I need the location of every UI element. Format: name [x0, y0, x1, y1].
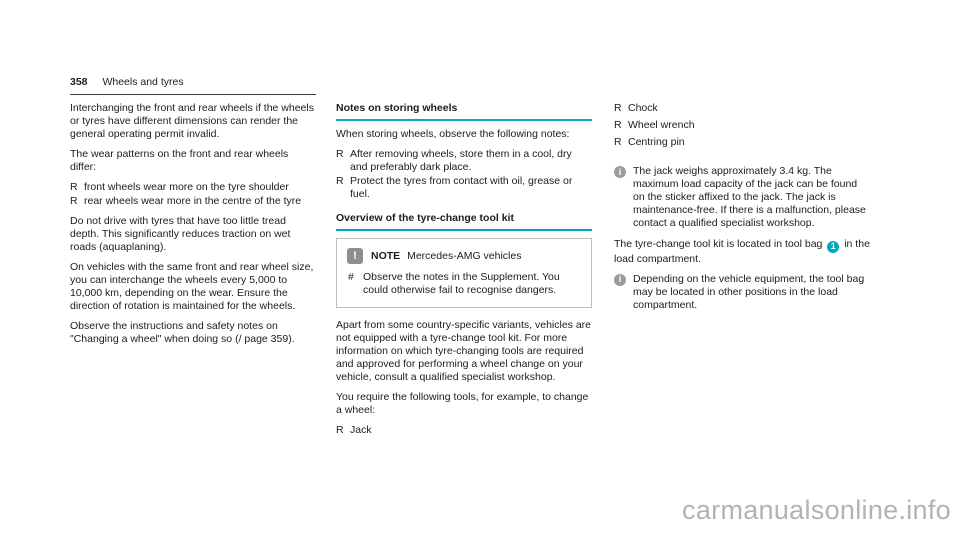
list-item-text: front wheels wear more on the tyre shoulder	[84, 181, 289, 193]
list-item	[336, 424, 592, 437]
section-heading-storing-wheels: Notes on storing wheels	[336, 102, 592, 121]
list-item-text: rear wheels wear more in the centre of the tyre	[84, 195, 302, 207]
note-subject: Mercedes-AMG vehicles	[407, 249, 522, 262]
list-item	[336, 175, 592, 201]
column-left	[70, 102, 316, 353]
tool-bag-text-after: in the load compartment.	[614, 238, 870, 265]
storing-bullet-list	[336, 148, 592, 201]
info-text: Depending on the vehicle equipment, the tool bag may be located in other positions in the load compartment.	[633, 272, 865, 311]
list-item	[336, 148, 592, 174]
wear-bullet-list	[70, 181, 316, 208]
bullet-icon: R	[336, 175, 344, 187]
paragraph-page-reference: Observe the instructions and safety notes on "Changing a wheel" when doing so (/ page 359).	[70, 320, 295, 345]
info-note-tool-bag-position	[614, 273, 870, 312]
tools-bullet-list	[336, 424, 592, 437]
list-item-text: Wheel wrench	[628, 119, 695, 131]
paragraph-tools-required-intro: You require the following tools, for example, to change a wheel:	[336, 391, 589, 416]
paragraph-tread-depth: Do not drive with tyres that have too little tread depth. This significantly reduces traction on wet roads (aquaplaning).	[70, 215, 291, 253]
paragraph-interchanging: Interchanging the front and rear wheels if the wheels or tyres have different dimensions can render the general operating permit invalid.	[70, 102, 314, 140]
exclamation-icon: !	[347, 248, 363, 264]
list-item-text: Protect the tyres from contact with oil, grease or fuel.	[350, 175, 573, 200]
note-box	[336, 238, 592, 308]
note-label: NOTE	[371, 249, 401, 262]
bullet-icon: R	[614, 102, 622, 114]
list-item-text: Jack	[350, 424, 372, 436]
list-item-text: After removing wheels, store them in a cool, dry and preferably dark place.	[350, 148, 572, 173]
list-item	[70, 181, 316, 194]
list-item	[614, 102, 870, 115]
bullet-icon: R	[70, 181, 78, 193]
info-note-jack-weight	[614, 165, 870, 230]
paragraph-tool-bag-location	[614, 238, 870, 266]
bullet-icon: R	[336, 424, 344, 436]
watermark: carmanualsonline.info	[682, 495, 951, 525]
tool-bag-text-before: The tyre-change tool kit is located in tool bag	[614, 238, 823, 250]
list-item	[614, 119, 870, 132]
paragraph-interchange-interval: On vehicles with the same front and rear wheel size, you can interchange the wheels every 5,000 to 10,000 km, depending on the wear. Ensure the direction of rotation is maintained for the wheels.	[70, 261, 314, 312]
sub-bullet-icon: #	[348, 271, 354, 283]
note-title	[371, 250, 521, 263]
note-header	[347, 248, 581, 264]
column-right	[614, 102, 870, 320]
column-middle	[336, 102, 592, 444]
list-item-text: Centring pin	[628, 136, 685, 148]
note-body	[347, 271, 581, 297]
paragraph-wear-patterns: The wear patterns on the front and rear wheels differ:	[70, 148, 289, 173]
info-icon: i	[614, 166, 626, 178]
chapter-title: Wheels and tyres	[102, 76, 184, 88]
info-text: The jack weighs approximately 3.4 kg. The maximum load capacity of the jack can be found on the sticker affixed to the jack. The jack is maintenance-free. If there is a malfunction, please contact a qualified specialist workshop.	[633, 165, 866, 229]
section-heading-tool-kit-overview: Overview of the tyre-change tool kit	[336, 212, 592, 231]
list-item	[614, 136, 870, 149]
bullet-icon: R	[70, 195, 78, 207]
tool-bag-1-badge: 1	[827, 241, 839, 253]
bullet-icon: R	[336, 148, 344, 160]
list-item	[70, 195, 316, 208]
info-icon: i	[614, 274, 626, 286]
note-text: Observe the notes in the Supplement. You could otherwise fail to recognise dangers.	[363, 271, 560, 296]
paragraph-storing-intro: When storing wheels, observe the following notes:	[336, 128, 570, 140]
bullet-icon: R	[614, 136, 622, 148]
bullet-icon: R	[614, 119, 622, 131]
paragraph-tool-kit-availability: Apart from some country-specific variants, vehicles are not equipped with a tyre-change tool kit. For more information on which tyre-changing tools are required and approved for performing a wheel change on your vehicle, consult a qualified specialist workshop.	[336, 319, 592, 383]
page-number: 358	[70, 76, 88, 88]
list-item-text: Chock	[628, 102, 658, 114]
tools-bullet-list-continued	[614, 102, 870, 149]
page-header	[70, 76, 316, 95]
